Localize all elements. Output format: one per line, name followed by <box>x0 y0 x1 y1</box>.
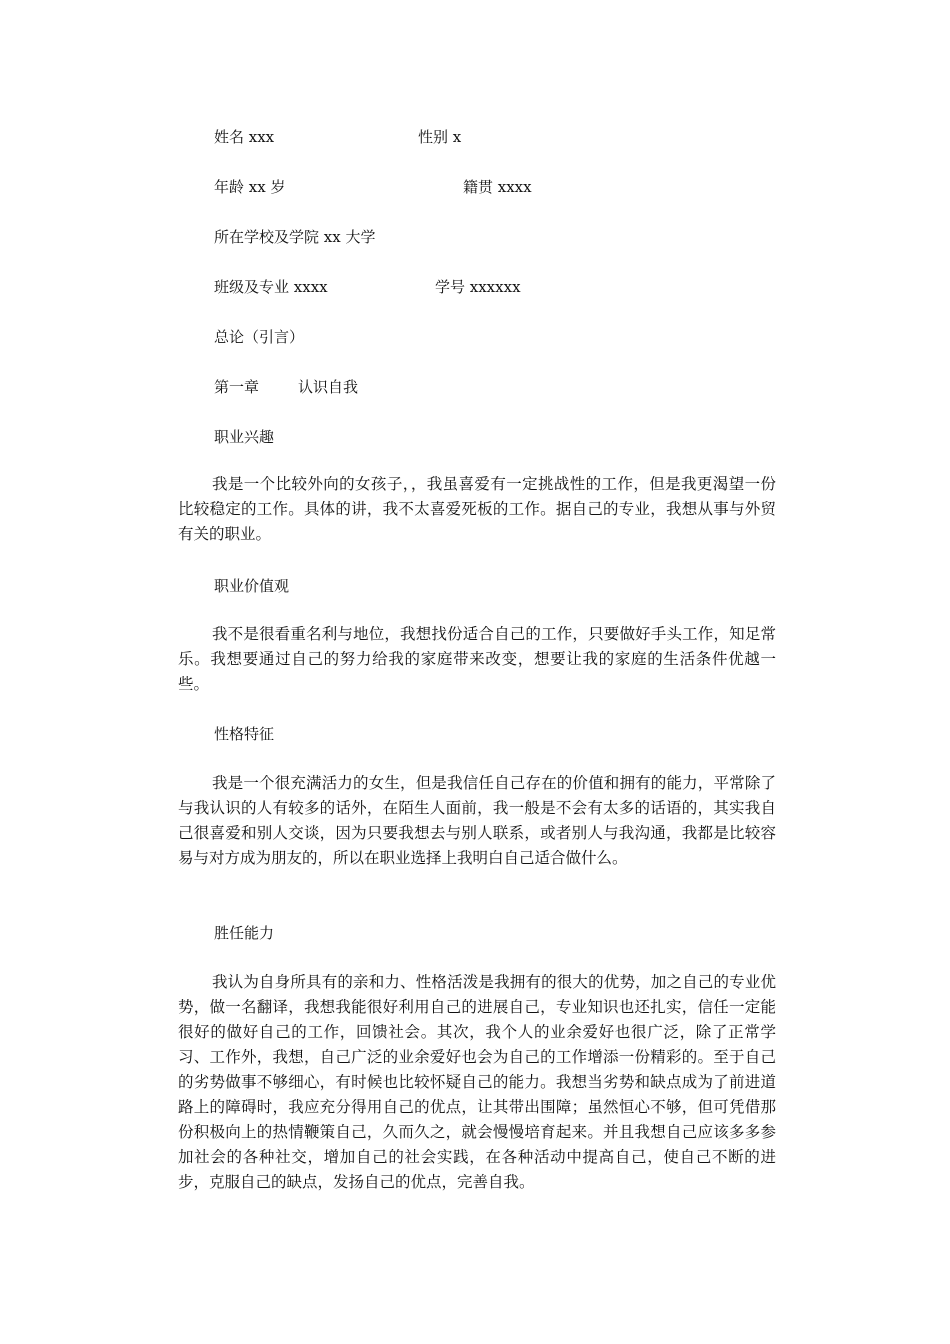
intro-heading: 总论（引言） <box>214 328 305 346</box>
chapter-title: 认识自我 <box>298 378 359 396</box>
section-body-values: 我不是很看重名利与地位，我想找份适合自己的工作，只要做好手头工作，知足常乐。我想要通过自己的努力给我的家庭带来改变，想要让我的家庭的生活条件优越一些。 <box>178 625 776 693</box>
class-major-field: 班级及专业 xxxx <box>214 278 328 296</box>
origin-field: 籍贯 xxxx <box>463 178 532 196</box>
chapter-number: 第一章 <box>214 378 260 396</box>
age-field: 年龄 xx 岁 <box>214 178 286 196</box>
section-body-interest: 我是一个比较外向的女孩子，，我虽喜爱有一定挑战性的工作，但是我更渴望一份比较稳定的工作。具体的讲，我不太喜爱死板的工作。据自己的专业，我想从事与外贸有关的职业。 <box>178 475 776 543</box>
name-field: 姓名 xxx <box>214 128 275 146</box>
gender-field: 性别 x <box>418 128 462 146</box>
student-id-field: 学号 xxxxxx <box>435 278 521 296</box>
section-heading-interest: 职业兴趣 <box>214 428 275 446</box>
section-heading-values: 职业价值观 <box>214 577 290 595</box>
section-body-competence: 我认为自身所具有的亲和力、性格活泼是我拥有的很大的优势，加之自己的专业优势，做一名翻译，我想我能很好利用自己的进展自己，专业知识也还扎实，信任一定能很好的做好自己的工作，回馈社会。其次，我个人的业余爱好也很广泛，除了正常学习、工作外，我想，自己广泛的业余爱好也会为自己的工作增添一份精彩的。至于自己的劣势做事不够细心，有时候也比较怀疑自己的能力。我想当劣势和缺点成为了前进道路上的障碍时，我应充分得用自己的优点，让其带出围障；虽然恒心不够，但可凭借那份积极向上的热情鞭策自己，久而久之，就会慢慢培育起来。并且我想自己应该多多参加社会的各种社交，增加自己的社会实践，在各种活动中提高自己，使自己不断的进步，克服自己的缺点，发扬自己的优点，完善自我。 <box>178 973 776 1191</box>
school-field: 所在学校及学院 xx 大学 <box>214 228 376 246</box>
section-heading-personality: 性格特征 <box>214 725 275 743</box>
section-body-personality: 我是一个很充满活力的女生，但是我信任自己存在的价值和拥有的能力，平常除了与我认识的人有较多的话外，在陌生人面前，我一般是不会有太多的话语的，其实我自己很喜爱和别人交谈，因为只要我想去与别人联系，或者别人与我沟通，我都是比较容易与对方成为朋友的，所以在职业选择上我明白自己适合做什么。 <box>178 774 776 867</box>
section-heading-competence: 胜任能力 <box>214 924 275 942</box>
